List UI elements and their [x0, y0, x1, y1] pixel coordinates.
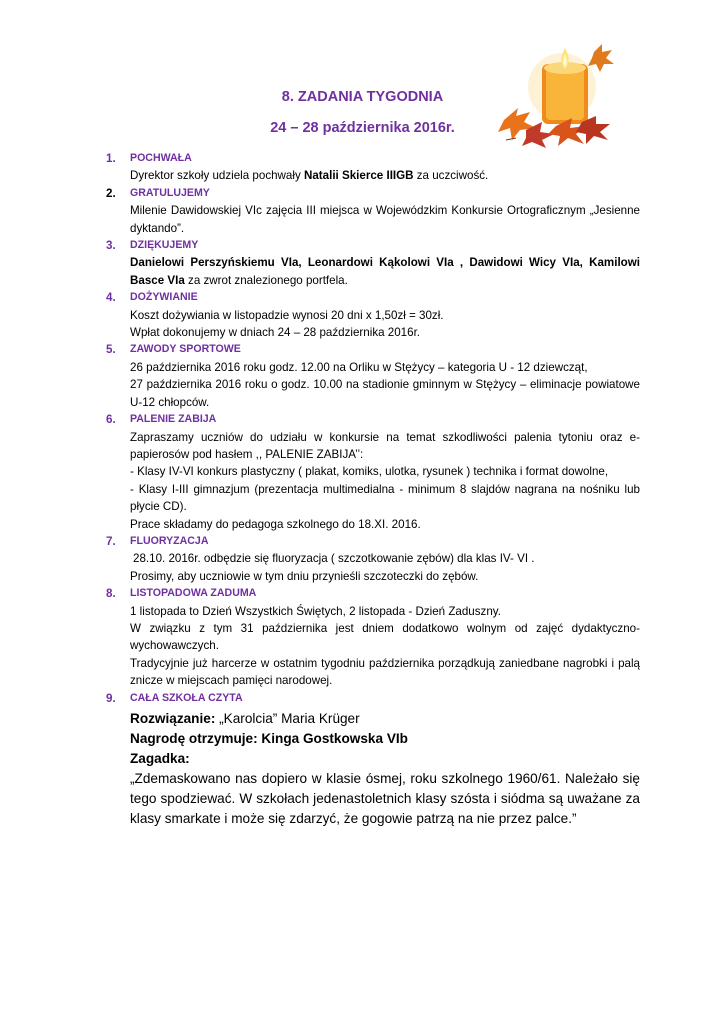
list-item [106, 150, 640, 185]
riddle-text: „Zdemaskowano nas dopiero w klasie ósmej, roku szkolnego 1960/61. Należało się tego spodziewać. W szkołach jedenastoletnich klasy szósta i siódma są uważane za klasy smarkate i może się zdarzyć, że gogowie patrzą na nie przez palce.” [130, 771, 640, 826]
item-text: Zapraszamy uczniów do udziału w konkursie na temat szkodliwości palenia tytoniu oraz e- papierosów pod hasłem ,, PALENIE ZABIJA’’: [130, 430, 640, 461]
list-item [106, 533, 640, 585]
date-range: 24 – 28 października 2016r. [270, 120, 455, 136]
text-span: Dyrektor szkoły udziela pochwały [130, 169, 304, 183]
list-item [106, 289, 640, 341]
item-text: Koszt dożywiania w listopadzie wynosi 20 dni x 1,50zł = 30zł. [130, 308, 444, 322]
item-number: 6. [106, 413, 116, 427]
list-item [106, 185, 640, 237]
item-text: 28.10. 2016r. odbędzie się fluoryzacja ( szczotkowanie zębów) dla klas IV- VI . [133, 552, 535, 566]
prize-line: Nagrodę otrzymuje: Kinga Gostkowska VIb [130, 731, 408, 746]
item-text: Tradycyjnie już harcerze w ostatnim tygodniu października porządkują zaniedbane nagrobki i palą znicze w miejscach pamięci narodowej. [130, 656, 640, 688]
announcement-list [106, 150, 640, 829]
item-heading: DOŻYWIANIE [130, 291, 198, 304]
item-text: Milenie Dawidowskiej VIc zajęcia III miejsca w Wojewódzkim Konkursie Ortograficznym „Jesienne dyktando”. [130, 204, 640, 235]
list-item [106, 237, 640, 289]
item-heading: FLUORYZACJA [130, 534, 209, 547]
list-item [106, 690, 640, 829]
item-number: 2. [106, 186, 116, 200]
item-number: 9. [106, 691, 116, 705]
item-text: - Klasy IV-VI konkurs plastyczny ( plakat, komiks, ulotka, rysunek ) technika i format dowolne, [130, 465, 609, 479]
bold-names: Danielowi Perszyńskiemu VIa, Leonardowi Kąkolowi VIa , Dawidowi Wicy VIa, Kamilowi Basce VIa [130, 256, 640, 287]
item-heading: DZIĘKUJEMY [130, 239, 199, 252]
item-text [130, 167, 640, 184]
list-item [106, 585, 640, 689]
item-heading: CAŁA SZKOŁA CZYTA [130, 691, 243, 704]
solution-line [130, 709, 640, 729]
item-heading: LISTOPADOWA ZADUMA [130, 587, 257, 600]
item-text: W związku z tym 31 października jest dniem dodatkowo wolnym od zajęć dydaktyczno-wychowawczych. [130, 621, 640, 653]
item-heading: POCHWAŁA [130, 152, 192, 164]
solution-label: Rozwiązanie: [130, 711, 216, 726]
text-span: za uczciwość. [413, 169, 489, 183]
list-item [106, 411, 640, 533]
item-number: 7. [106, 534, 116, 548]
item-text: - Klasy I-III gimnazjum (prezentacja multimedialna - minimum 8 slajdów nagrana na nośniku lub płycie CD). [130, 482, 640, 514]
riddle-label: Zagadka: [130, 751, 190, 766]
item-heading: ZAWODY SPORTOWE [130, 343, 241, 356]
bold-name: Natalii Skierce IIIGB [303, 169, 414, 183]
solution-value: „Karolcia” Maria Krüger [215, 711, 360, 726]
list-item [106, 341, 640, 411]
item-number: 3. [106, 239, 116, 253]
item-heading: GRATULUJEMY [130, 186, 210, 199]
item-number: 1. [106, 152, 116, 165]
item-text: 27 października 2016 roku o godz. 10.00 na stadionie gminnym w Stężycy – eliminacje powiatowe U-12 chłopców. [130, 378, 640, 409]
page-title: 8. ZADANIA TYGODNIA [281, 89, 444, 105]
item-text: 26 października 2016 roku godz. 12.00 na Orliku w Stężycy – kategoria U - 12 dziewcząt, [130, 360, 588, 374]
text-span: za zwrot znalezionego portfela. [184, 273, 348, 287]
item-text: Prace składamy do pedagoga szkolnego do 18.XI. 2016. [130, 517, 421, 531]
item-heading: PALENIE ZABIJA [130, 413, 217, 426]
item-number: 5. [106, 343, 116, 357]
item-number: 4. [106, 291, 116, 305]
item-text: Wpłat dokonujemy w dniach 24 – 28 października 2016r. [130, 326, 421, 340]
item-number: 8. [106, 587, 116, 601]
item-text: Prosimy, aby uczniowie w tym dniu przynieśli szczoteczki do zębów. [130, 569, 479, 583]
item-text: 1 listopada to Dzień Wszystkich Świętych, 2 listopada - Dzień Zaduszny. [130, 604, 501, 618]
item-text [130, 254, 640, 289]
